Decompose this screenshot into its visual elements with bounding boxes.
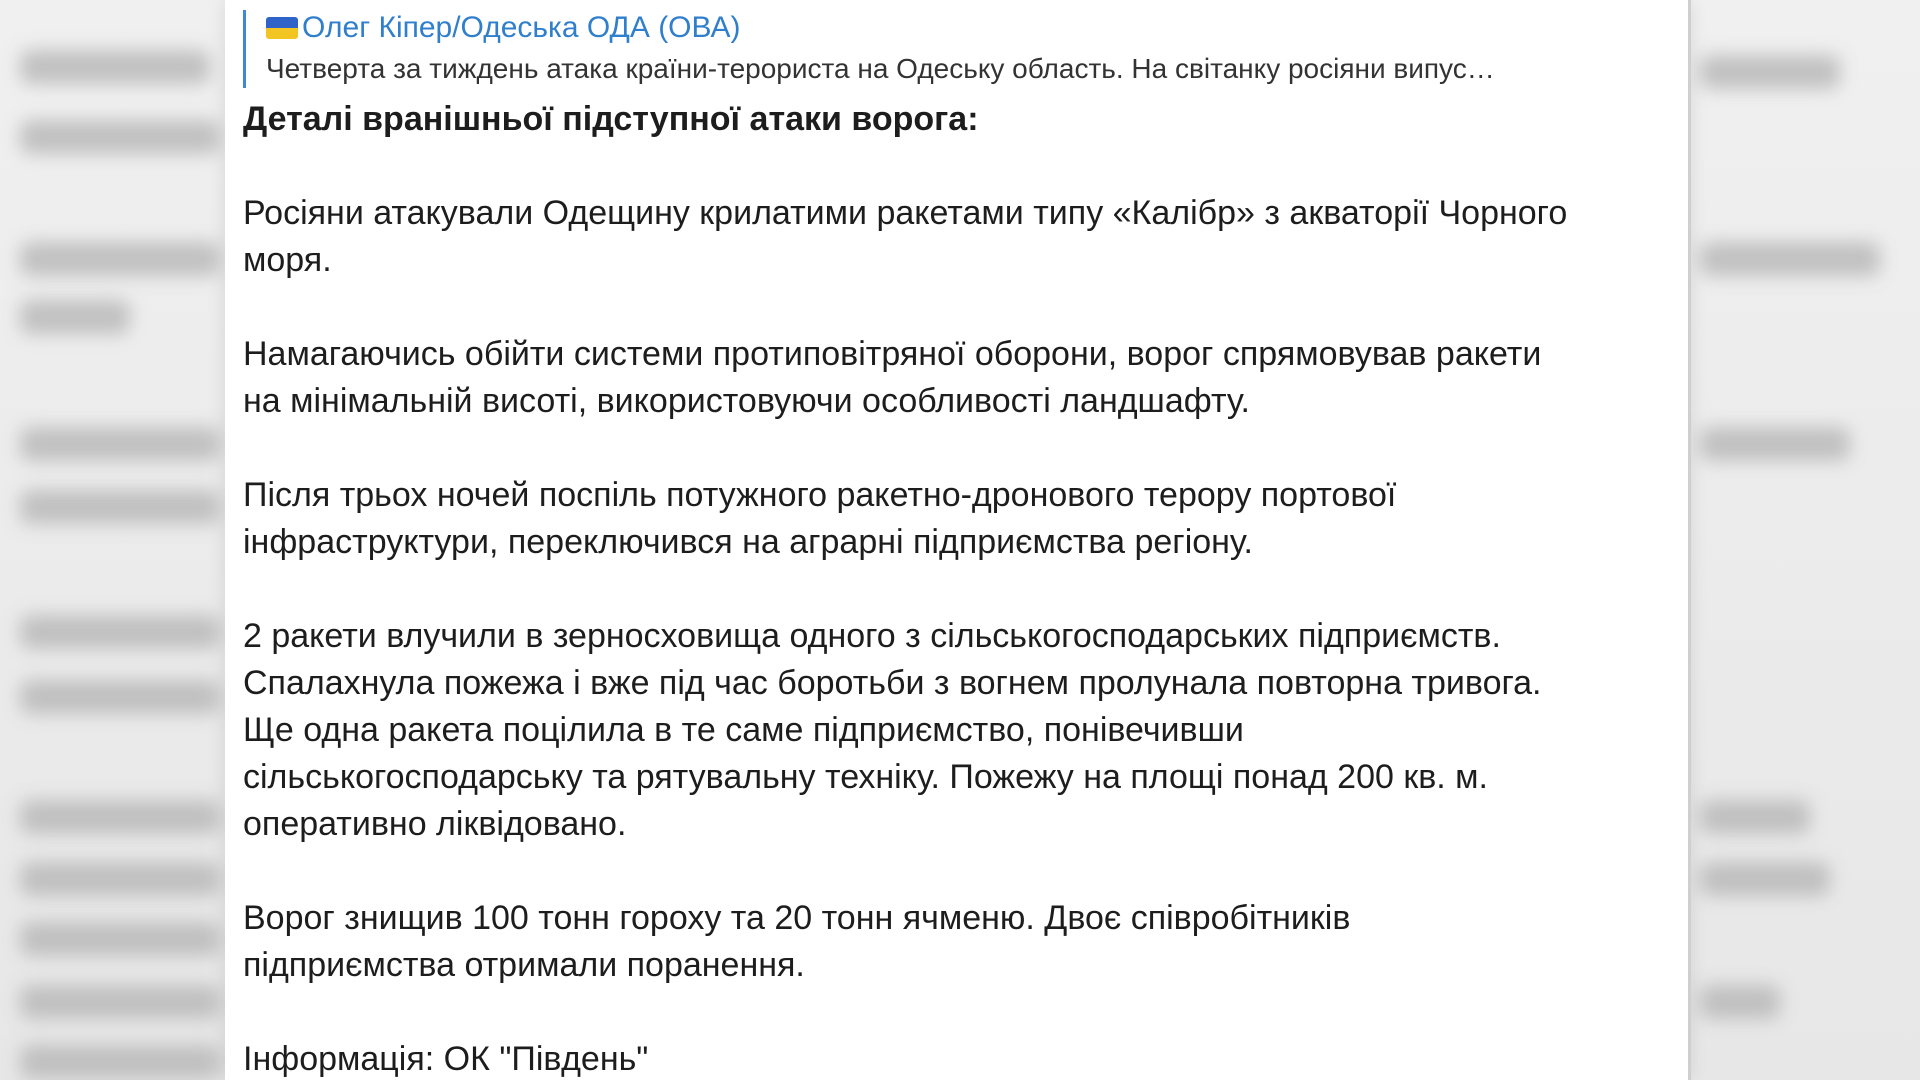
blurred-background-text bbox=[20, 985, 220, 1019]
ukraine-flag-icon bbox=[266, 17, 298, 39]
quote-source-name[interactable]: Олег Кіпер/Одеська ОДА (ОВА) bbox=[302, 11, 741, 44]
message-heading: Деталі вранішньої підступної атаки ворога: bbox=[243, 100, 979, 138]
paragraph bbox=[243, 613, 1663, 848]
message-body bbox=[243, 96, 1663, 1080]
paragraph bbox=[243, 472, 1663, 566]
quoted-message[interactable] bbox=[243, 10, 1663, 88]
blurred-background-text bbox=[1700, 800, 1810, 834]
blurred-background-text bbox=[20, 862, 220, 896]
paragraph bbox=[243, 1036, 1663, 1080]
paragraph bbox=[243, 895, 1663, 989]
text-line: моря. bbox=[243, 241, 332, 279]
text-line: на мінімальній висоті, використовуючи особливості ландшафту. bbox=[243, 382, 1250, 420]
text-line: інфраструктури, переключився на аграрні підприємства регіону. bbox=[243, 523, 1253, 561]
text-line: сільськогосподарську та рятувальну техніку. Пожежу на площі понад 200 кв. м. bbox=[243, 758, 1489, 796]
quote-source[interactable] bbox=[266, 10, 1663, 46]
blurred-background-text bbox=[20, 242, 220, 276]
blurred-background-text bbox=[20, 300, 130, 334]
text-line: Ще одна ракета поцілила в те саме підприємство, понівечивши bbox=[243, 711, 1244, 749]
blurred-background-text bbox=[20, 800, 220, 834]
text-line: Ворог знищив 100 тонн гороху та 20 тонн ячменю. Двоє співробітників bbox=[243, 899, 1351, 937]
blurred-background-text bbox=[20, 120, 220, 154]
text-line: Після трьох ночей поспіль потужного ракетно-дронового терору портової bbox=[243, 476, 1397, 514]
text-line: Намагаючись обійти системи протиповітряної оборони, ворог спрямовував ракети bbox=[243, 335, 1542, 373]
text-line: Росіяни атакували Одещину крилатими ракетами типу «Калібр» з акваторії Чорного bbox=[243, 194, 1568, 232]
quote-preview-text: Четверта за тиждень атака країни-терориста на Одеську область. На світанку росіяни випус… bbox=[266, 53, 1495, 84]
text-line: Інформація: ОК "Південь" bbox=[243, 1040, 649, 1078]
text-line: Спалахнула пожежа і вже під час боротьби з вогнем пролунала повторна тривога. bbox=[243, 664, 1542, 702]
blurred-background-text bbox=[20, 490, 220, 524]
blurred-background-text bbox=[20, 680, 220, 714]
paragraph bbox=[243, 190, 1663, 284]
blurred-background-text bbox=[1700, 55, 1840, 89]
blurred-background-text bbox=[1700, 427, 1850, 461]
paragraph bbox=[243, 331, 1663, 425]
text-line: 2 ракети влучили в зерносховища одного з сільськогосподарських підприємств. bbox=[243, 617, 1501, 655]
blurred-background-text bbox=[20, 1045, 220, 1079]
blurred-background-text bbox=[1700, 242, 1880, 276]
blurred-background-text bbox=[20, 427, 220, 461]
blurred-background-text bbox=[20, 50, 210, 84]
text-line: оперативно ліквідовано. bbox=[243, 805, 627, 843]
blurred-background-text bbox=[20, 615, 220, 649]
card-edge bbox=[1688, 0, 1691, 1080]
blurred-background-text bbox=[1700, 862, 1830, 896]
blurred-background-text bbox=[1700, 985, 1780, 1019]
blurred-background-text bbox=[20, 922, 220, 956]
text-line: підприємства отримали поранення. bbox=[243, 946, 805, 984]
